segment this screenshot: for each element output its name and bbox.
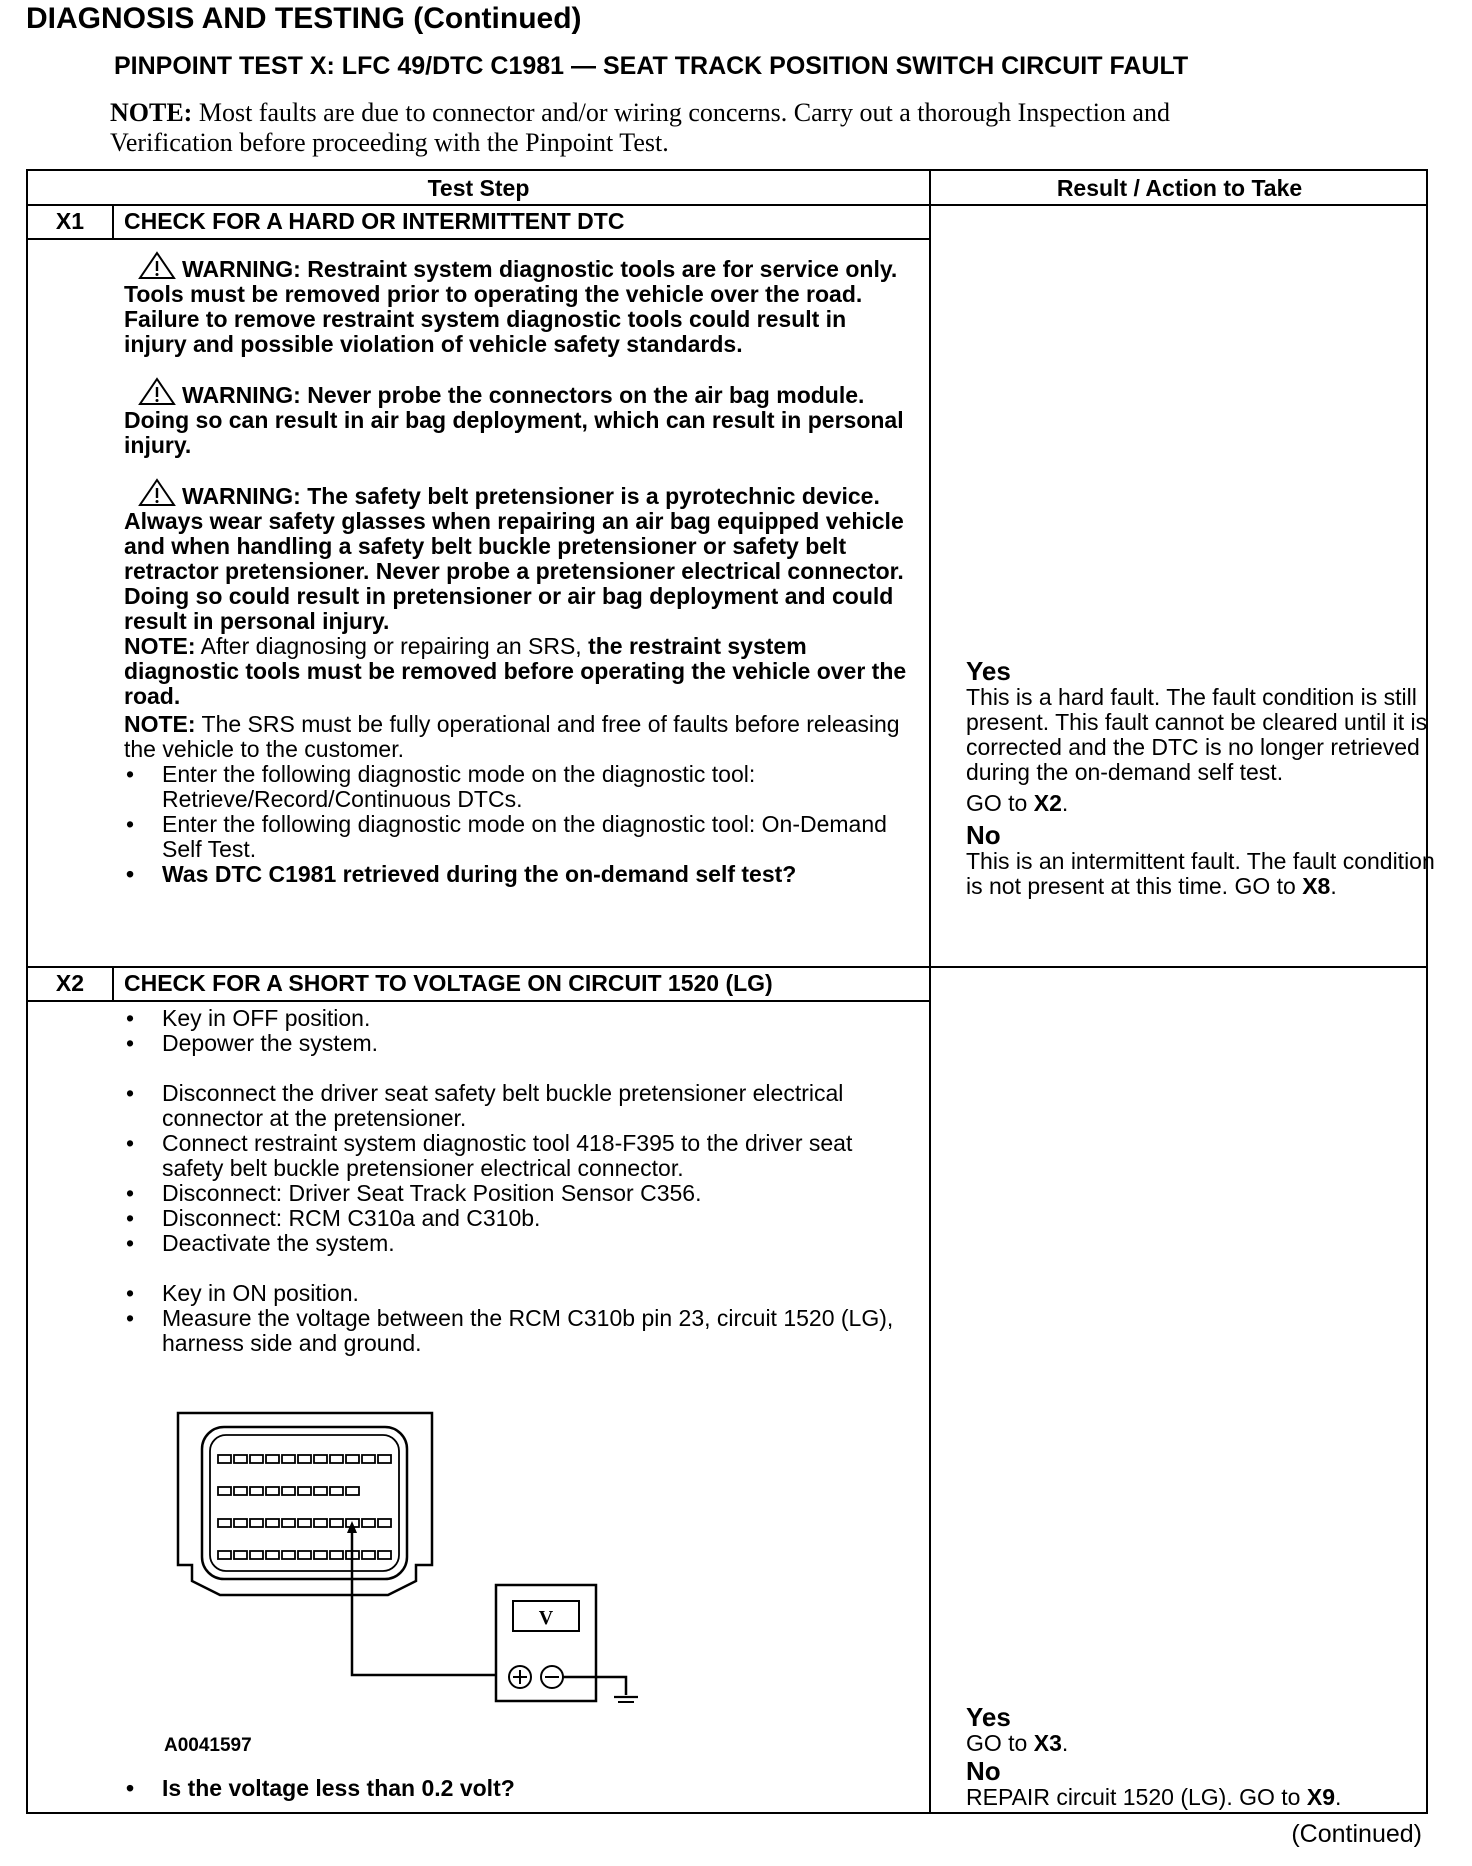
step-title-x1: CHECK FOR A HARD OR INTERMITTENT DTC xyxy=(124,208,625,234)
x1-note-1-text: After diagnosing or repairing an SRS, xyxy=(195,633,589,659)
list-item: • Key in ON position. xyxy=(124,1281,914,1306)
x2-no-goto-step[interactable]: X9 xyxy=(1306,1784,1335,1810)
x1-note-2-text: The SRS must be fully operational and free of faults before releasing the vehicle to the customer. xyxy=(124,711,900,762)
list-item: • Key in OFF position. xyxy=(124,1006,914,1031)
warning-triangle-icon xyxy=(138,478,176,508)
x2-yes-action xyxy=(966,1731,1446,1756)
note-text: Most faults are due to connector and/or wiring concerns. Carry out a thorough Inspection and Verification before proceeding with the Pinpoint Test. xyxy=(110,98,1170,157)
warning-triangle-icon xyxy=(138,377,176,407)
list-item: • Is the voltage less than 0.2 volt? xyxy=(124,1776,914,1801)
col-header-test-step: Test Step xyxy=(427,175,530,201)
list-item: • Measure the voltage between the RCM C310b pin 23, circuit 1520 (LG), harness side and ground. xyxy=(124,1306,914,1356)
continued-label: (Continued) xyxy=(1291,1820,1422,1848)
x2-yes-suffix: . xyxy=(1061,1730,1069,1756)
x2-no-label: No xyxy=(966,1756,1001,1786)
intro-note xyxy=(110,98,1250,158)
x1-warning-3 xyxy=(124,478,914,634)
x2-no-action xyxy=(966,1785,1446,1810)
x1-row-rule xyxy=(28,966,1428,968)
col-header-result: Result / Action to Take xyxy=(1056,175,1303,201)
page-header: DIAGNOSIS AND TESTING (Continued) xyxy=(26,2,582,35)
x1-no-label: No xyxy=(966,820,1001,850)
x1-no-goto-step[interactable]: X8 xyxy=(1302,873,1331,899)
x2-yes-prefix: GO to xyxy=(966,1730,1034,1756)
x1-body xyxy=(124,251,914,887)
x2-bullets-c xyxy=(124,1281,914,1356)
step-id-divider-x2 xyxy=(112,967,114,1001)
x1-no-text-body: This is an intermittent fault. The fault condition is not present at this time. GO to xyxy=(966,848,1435,899)
x1-warning-2-text: WARNING: Never probe the connectors on the air bag module. Doing so can result in air bag deployment, which can result in personal injury. xyxy=(124,382,904,458)
x2-question xyxy=(124,1776,914,1801)
voltmeter-symbol: V xyxy=(538,1607,554,1629)
warning-triangle-icon xyxy=(138,251,176,281)
list-item: • Enter the following diagnostic mode on the diagnostic tool: Retrieve/Record/Continuous DTCs. xyxy=(124,762,914,812)
x2-yes-label: Yes xyxy=(966,1702,1011,1732)
x2-bullets-a xyxy=(124,1006,914,1056)
list-item: • Disconnect: RCM C310a and C310b. xyxy=(124,1206,914,1231)
step-id-divider-x1 xyxy=(112,205,114,239)
x1-yes-label: Yes xyxy=(966,656,1011,686)
list-item: • Connect restraint system diagnostic tool 418-F395 to the driver seat safety belt buckle pretensioner electrical connector. xyxy=(124,1131,914,1181)
x1-yes-goto-step[interactable]: X2 xyxy=(1033,790,1062,816)
x1-no-text xyxy=(966,849,1446,899)
list-item: • Was DTC C1981 retrieved during the on-demand self test? xyxy=(124,862,914,887)
x1-note-1-bold: the restraint system diagnostic tools must be removed before operating the vehicle over the road. xyxy=(124,633,907,709)
x1-note-1 xyxy=(124,634,914,709)
pinpoint-test-table xyxy=(26,169,1435,1814)
x2-result xyxy=(966,1704,1446,1810)
x1-title-rule xyxy=(28,238,930,240)
figure-id: A0041597 xyxy=(164,1735,252,1756)
list-item: • Depower the system. xyxy=(124,1031,914,1056)
x1-yes-goto-suffix: . xyxy=(1061,790,1069,816)
x2-bullets-b xyxy=(124,1081,914,1256)
step-id-x2: X2 xyxy=(55,970,85,996)
list-item: • Enter the following diagnostic mode on the diagnostic tool: On-Demand Self Test. xyxy=(124,812,914,862)
x2-body xyxy=(124,1006,914,1356)
x1-yes-goto-prefix: GO to xyxy=(966,790,1034,816)
column-divider xyxy=(929,171,931,1814)
x1-result xyxy=(966,658,1446,899)
list-item: • Disconnect: Driver Seat Track Position Sensor C356. xyxy=(124,1181,914,1206)
x1-no-goto-suffix: . xyxy=(1330,873,1337,899)
x1-warning-1-text: WARNING: Restraint system diagnostic tools are for service only. Tools must be removed prior to operating the vehicle over the road. Failure to remove restraint system diagnostic tools could result in injury and possible violation of vehicle safety standards. xyxy=(124,256,898,357)
x1-warning-2 xyxy=(124,377,914,458)
x1-note-2-label: NOTE: xyxy=(124,711,196,737)
x1-warning-3-text: WARNING: The safety belt pretensioner is a pyrotechnic device. Always wear safety glasses when repairing an air bag equipped vehicle and when handling a safety belt buckle pretensioner or safety belt retractor pretensioner. Never probe a pretensioner electrical connector. Doing so could result in pretensioner or air bag deployment and could result in personal injury. xyxy=(124,483,904,634)
x1-warning-1 xyxy=(124,251,914,357)
note-label: NOTE: xyxy=(110,98,193,127)
x1-bullet-list xyxy=(124,762,914,887)
x1-note-1-label: NOTE: xyxy=(124,633,196,659)
connector-voltmeter-diagram xyxy=(168,1405,748,1705)
x2-no-prefix: REPAIR circuit 1520 (LG). GO to xyxy=(966,1784,1307,1810)
step-title-x2: CHECK FOR A SHORT TO VOLTAGE ON CIRCUIT 1520 (LG) xyxy=(124,970,773,996)
step-id-x1: X1 xyxy=(55,208,85,234)
list-item: • Deactivate the system. xyxy=(124,1231,914,1256)
x1-yes-action xyxy=(966,791,1446,816)
list-item: • Disconnect the driver seat safety belt buckle pretensioner electrical connector at the pretensioner. xyxy=(124,1081,914,1131)
pinpoint-test-title: PINPOINT TEST X: LFC 49/DTC C1981 — SEAT TRACK POSITION SWITCH CIRCUIT FAULT xyxy=(114,52,1189,80)
x2-no-suffix: . xyxy=(1335,1784,1342,1810)
x1-note-2 xyxy=(124,712,914,762)
x1-yes-text: This is a hard fault. The fault condition is still present. This fault cannot be cleared until it is corrected and the DTC is no longer retrieved during the on-demand self test. xyxy=(966,684,1428,785)
x2-yes-goto-step[interactable]: X3 xyxy=(1033,1730,1062,1756)
x2-title-rule xyxy=(28,1000,930,1002)
